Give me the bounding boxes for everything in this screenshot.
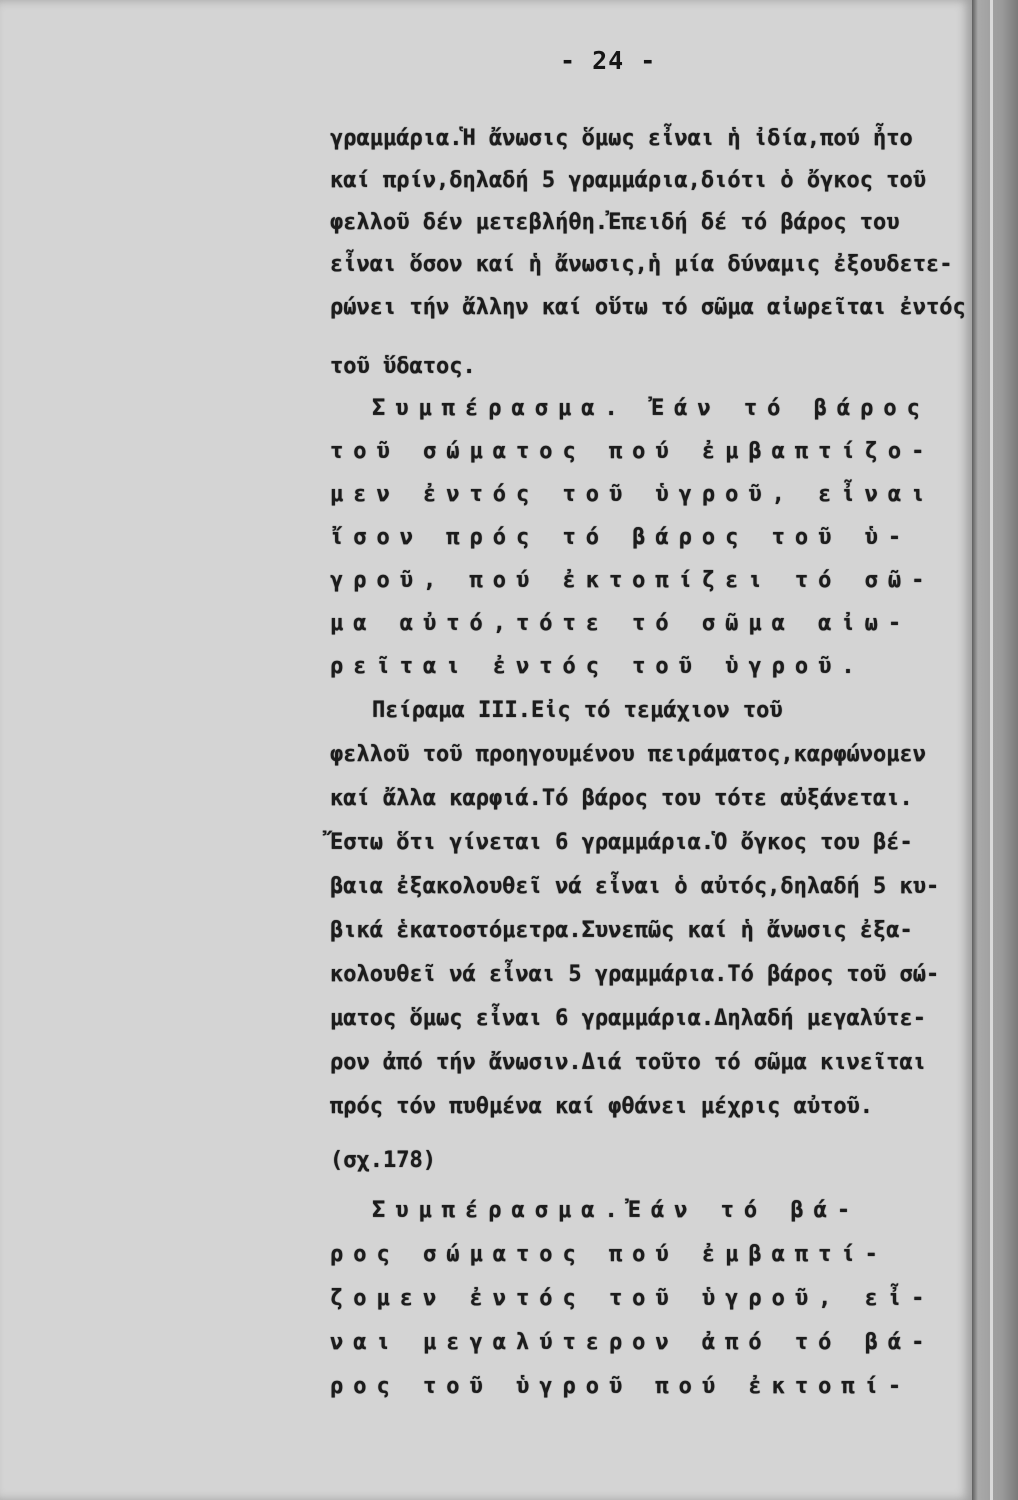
text-line: ρεῖται ἐντός τοῦ ὑγροῦ. [330, 654, 865, 679]
text-line: ναι μεγαλύτερον ἀπό τό βά- [330, 1330, 935, 1355]
text-line: καί ἄλλα καρφιά.Τό βάρος του τότε αὐξάνεται. [330, 786, 913, 811]
text-line: ζομεν ἐντός τοῦ ὑγροῦ, εἶ- [330, 1286, 935, 1311]
text-line: μα αὐτό,τότε τό σῶμα αἰω- [330, 611, 912, 636]
text-line: καί πρίν,δηλαδή 5 γραμμάρια,διότι ὁ ὄγκος τοῦ [330, 168, 927, 193]
text-line: Συμπέρασμα.Ἐάν τό βά- [372, 1198, 861, 1223]
text-line: εἶναι ὅσον καί ἡ ἄνωσις,ἡ μία δύναμις ἐξουδετε- [330, 252, 953, 277]
text-line: γραμμάρια.Ἡ ἄνωσις ὅμως εἶναι ἡ ἰδία,πού ἦτο [330, 126, 913, 151]
text-line: πρός τόν πυθμένα καί φθάνει μέχρις αὐτοῦ. [330, 1094, 874, 1119]
text-line: (σχ.178) [330, 1148, 436, 1173]
page-edge-line [990, 0, 993, 1500]
text-line: ματος ὅμως εἶναι 6 γραμμάρια.Δηλαδή μεγαλύτε- [330, 1006, 927, 1031]
text-line: Ἔστω ὅτι γίνεται 6 γραμμάρια.Ὁ ὄγκος του βέ- [330, 830, 913, 855]
text-line: Πείραμα III.Εἰς τό τεμάχιον τοῦ [372, 698, 783, 723]
text-line: ρος σώματος πού ἐμβαπτί- [330, 1242, 888, 1267]
text-line: τοῦ σώματος πού ἐμβαπτίζο- [330, 439, 935, 464]
text-line: μεν ἐντός τοῦ ὑγροῦ, εἶναι [330, 482, 935, 507]
text-line: κολουθεῖ νά εἶναι 5 γραμμάρια.Τό βάρος τοῦ σώ- [330, 962, 940, 987]
text-line: τοῦ ὕδατος. [330, 354, 476, 379]
text-line: ἴσον πρός τό βάρος τοῦ ὑ- [330, 525, 912, 550]
text-line: φελλοῦ δέν μετεβλήθη.Ἐπειδή δέ τό βάρος του [330, 210, 900, 235]
page-edge [972, 0, 1018, 1500]
text-line: γροῦ, πού ἐκτοπίζει τό σῶ- [330, 568, 935, 593]
text-line: βαια ἐξακολουθεῖ νά εἶναι ὁ αὐτός,δηλαδή 5 κυ- [330, 874, 940, 899]
text-line: ρώνει τήν ἄλλην καί οὕτω τό σῶμα αἰωρεῖται ἐντός [330, 295, 966, 320]
text-line: Συμπέρασμα. Ἐάν τό βάρος [372, 396, 930, 421]
text-line: ρον ἀπό τήν ἄνωσιν.Διά τοῦτο τό σῶμα κινεῖται [330, 1050, 927, 1075]
text-line: ρος τοῦ ὑγροῦ πού ἐκτοπί- [330, 1374, 912, 1399]
text-line: φελλοῦ τοῦ προηγουμένου πειράματος,καρφώνομεν [330, 742, 927, 767]
page-number: - 24 - [560, 46, 657, 75]
text-line: βικά ἑκατοστόμετρα.Συνεπῶς καί ἡ ἄνωσις ἐξα- [330, 918, 913, 943]
